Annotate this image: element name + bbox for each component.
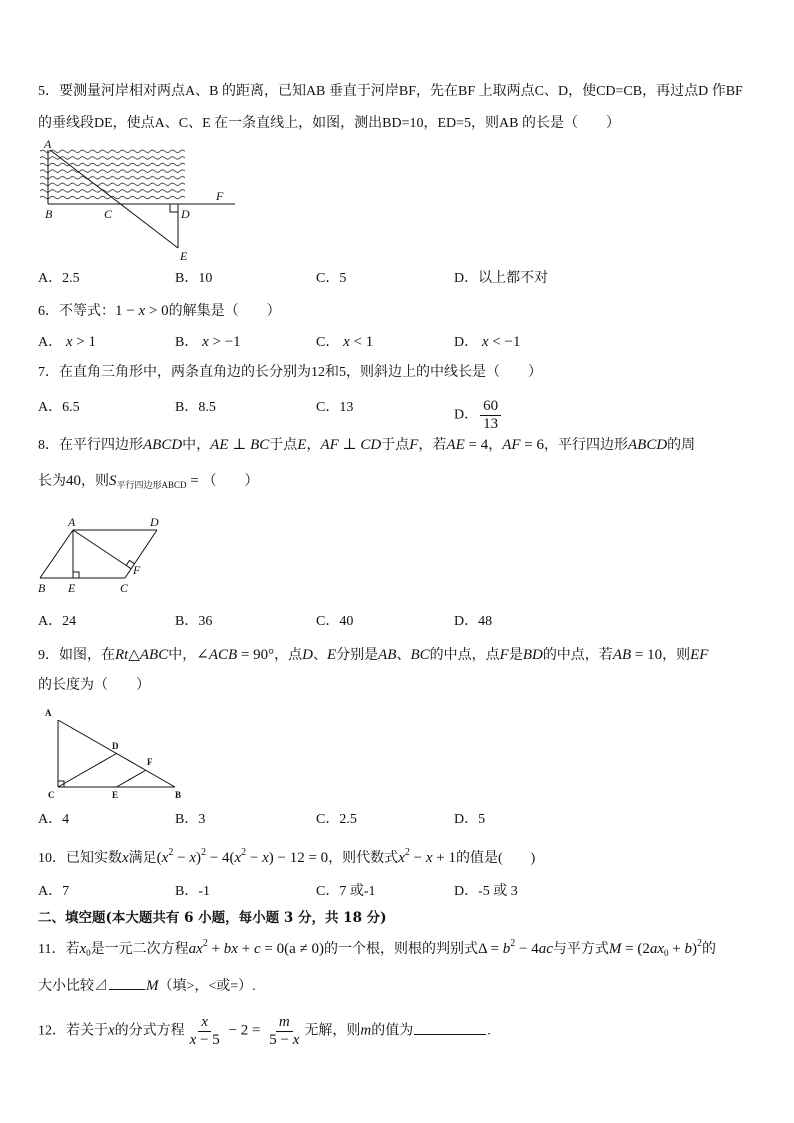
q7-option-a	[38, 399, 80, 417]
math-variable: F	[409, 437, 419, 453]
math-variable: AE	[446, 437, 465, 453]
text-run: 于点	[269, 438, 298, 453]
math-symbols: − 5	[196, 1032, 220, 1048]
subscript: 平行四边形ABCD	[116, 480, 187, 490]
label-a: A	[44, 137, 52, 151]
math-variable: x	[425, 850, 433, 866]
label-f: F	[147, 757, 153, 767]
label-a: A	[45, 708, 52, 718]
math-variable: ABCD	[143, 437, 183, 453]
subscript: 0	[86, 948, 91, 958]
answer-blank	[414, 1021, 486, 1035]
text-run: 是	[508, 648, 523, 663]
q10-option-b	[175, 883, 210, 901]
math-variable: x	[122, 850, 129, 866]
math-variable: bx	[223, 941, 238, 957]
math-variable: AB	[378, 647, 397, 663]
text-run: 中，	[182, 438, 211, 453]
math-symbols: = 6	[520, 437, 544, 453]
math-variable: E	[326, 647, 337, 663]
text-run: 11．若	[38, 942, 80, 957]
math-variable: ACB	[208, 647, 238, 663]
text-run: 长为	[38, 474, 66, 489]
math-symbols: = 10	[631, 647, 663, 663]
fraction	[187, 1015, 223, 1048]
math-variable: AF	[320, 437, 339, 453]
math-variable: x	[478, 334, 489, 350]
q6-option-c	[316, 333, 373, 352]
fraction-numerator	[198, 1015, 211, 1032]
math-variable: BC	[410, 647, 430, 663]
math-symbols: Δ =	[477, 941, 503, 957]
side-ab	[40, 530, 73, 578]
text-run: C．2.5	[316, 812, 357, 827]
text-run: D．-5 或 3	[454, 884, 518, 899]
math-variable: m	[360, 1022, 372, 1039]
q6-option-a	[38, 333, 96, 352]
math-symbols: 1 −	[115, 303, 139, 319]
q8-stem-line-1	[38, 436, 695, 455]
math-variable: AF	[502, 437, 521, 453]
q11-stem-line-2	[38, 976, 256, 996]
text-run: B．36	[175, 614, 213, 629]
q5-option-d	[454, 270, 548, 288]
text-run: 8．在平行四边形	[38, 438, 143, 453]
text-run: 的周	[667, 438, 696, 453]
text-run: 的长度为（ ）	[38, 678, 150, 693]
text-run: C．40	[316, 614, 354, 629]
math-variable: x	[161, 850, 169, 866]
river-waves	[40, 148, 185, 201]
math-variable: Rt	[115, 647, 129, 663]
q6-stem-line-1	[38, 302, 281, 321]
math-symbols: − 4	[515, 941, 539, 957]
superscript: 2	[510, 938, 516, 949]
text-run: D．	[454, 335, 479, 350]
math-symbols: > −1	[208, 334, 241, 350]
text-run: A．	[38, 335, 63, 350]
text-run: ，点	[274, 648, 303, 663]
fraction	[480, 399, 501, 432]
label-f: F	[133, 563, 141, 577]
text-run: ，则代数式	[328, 851, 399, 866]
math-symbols: (	[156, 850, 162, 866]
text-run: 是一元二次方程	[90, 942, 189, 957]
text-run: （填>，<或=）.	[158, 979, 256, 994]
text-run: 满足	[128, 851, 157, 866]
fraction-numerator	[276, 1015, 293, 1032]
math-variable: x	[62, 334, 73, 350]
q6-option-d	[454, 333, 520, 352]
math-symbols: −	[409, 850, 426, 866]
text-run: 无解，则	[304, 1023, 361, 1039]
text-run: B．-1	[175, 884, 210, 899]
q8-option-d	[454, 613, 492, 631]
math-symbols: 40	[66, 473, 81, 489]
math-variable: x	[138, 303, 146, 319]
section-heading-fill-in: 二、填空题(本大题共有 6 小题，每小题 3 分，共 18 分)	[38, 910, 387, 926]
label-f: F	[216, 189, 224, 203]
text-run: B．10	[175, 271, 213, 286]
math-symbols: ⊥	[228, 437, 251, 453]
text-run: D．48	[454, 614, 493, 629]
math-symbols: > 0	[145, 303, 169, 319]
label-b: B	[175, 790, 182, 800]
text-run: 于点	[381, 438, 410, 453]
text-run: A．24	[38, 614, 77, 629]
math-variable: x	[292, 1032, 300, 1048]
math-symbols: +	[207, 941, 224, 957]
label-d: D	[112, 741, 119, 751]
text-run: 的值是( )	[455, 851, 536, 866]
text-run: 大小比较⊿	[38, 979, 108, 994]
segment-ef	[117, 770, 146, 787]
math-variable: ac	[538, 941, 553, 957]
height-af	[73, 530, 131, 569]
subscript: 0	[664, 948, 669, 958]
math-variable: BD	[522, 647, 543, 663]
math-symbols: +	[237, 941, 254, 957]
q5-stem-line-1	[38, 83, 743, 101]
q8-option-a	[38, 613, 76, 631]
math-variable: x	[189, 850, 196, 866]
q8-stem-line-2	[38, 472, 258, 491]
text-run: ，若	[418, 438, 447, 453]
math-variable: ABCD	[628, 437, 668, 453]
math-variable: D	[302, 647, 313, 663]
superscript: 2	[241, 847, 247, 858]
text-run: 5．要测量河岸相对两点A、B 的距离，已知AB 垂直于河岸BF，先在BF 上取两点C、D，使CD=CB，再过点D 作BF	[38, 84, 743, 99]
math-variable: AB	[612, 647, 632, 663]
q8-option-c	[316, 613, 353, 631]
q10-stem-line-1	[38, 849, 535, 868]
text-run: A．6.5	[38, 400, 80, 415]
q9-option-d	[454, 811, 485, 829]
text-run: ，则	[662, 648, 691, 663]
q8-option-b	[175, 613, 212, 631]
math-variable: CD	[360, 437, 382, 453]
fraction-denominator	[187, 1032, 223, 1048]
label-b: B	[38, 581, 46, 595]
label-c: C	[120, 581, 129, 595]
math-symbols: =	[186, 473, 203, 489]
text-run: .	[487, 1023, 491, 1039]
math-variable: AE	[210, 437, 229, 453]
text-run: 6．不等式：	[38, 304, 115, 319]
math-symbols: = 4	[464, 437, 489, 453]
math-variable: m	[278, 1014, 290, 1030]
q10-option-a	[38, 883, 69, 901]
math-variable: S	[109, 473, 117, 489]
label-e: E	[68, 581, 76, 595]
q12-stem-line-1	[38, 1015, 491, 1048]
math-variable: ax	[649, 941, 665, 957]
math-variable: x	[398, 850, 405, 866]
q6-option-b	[175, 333, 241, 352]
label-b: B	[45, 207, 53, 221]
fraction	[266, 1015, 302, 1048]
river-figure	[38, 138, 243, 263]
label-e: E	[180, 249, 188, 263]
math-variable: b	[502, 941, 511, 957]
math-variable: x	[234, 850, 242, 866]
text-run: C．13	[316, 400, 354, 415]
math-variable: b	[684, 941, 692, 957]
math-variable: M	[146, 978, 159, 994]
math-symbols: 60	[483, 398, 499, 414]
math-variable: x	[108, 1022, 115, 1039]
math-variable: EF	[690, 647, 709, 663]
right-angle-mark-e	[73, 572, 79, 578]
segment-cd	[58, 754, 117, 788]
math-symbols: = 90°	[237, 647, 275, 663]
math-variable: E	[297, 437, 307, 453]
math-symbols: )	[195, 850, 201, 866]
q7-option-b	[175, 399, 216, 417]
q7-option-d	[454, 399, 503, 432]
math-variable: x	[198, 334, 209, 350]
math-variable: x	[201, 1014, 209, 1030]
math-symbols: △	[128, 647, 140, 663]
text-run: 的	[701, 942, 716, 957]
math-symbols: − 2 =	[224, 1022, 265, 1039]
math-variable: ax	[188, 941, 203, 957]
text-run: ，	[488, 438, 503, 453]
math-variable: c	[253, 941, 261, 957]
side-cd	[125, 530, 157, 578]
text-run: 12．若关于	[38, 1023, 108, 1039]
label-d: D	[181, 207, 190, 221]
text-run: B．8.5	[175, 400, 216, 415]
math-symbols: 13	[483, 416, 499, 432]
math-variable: M	[608, 941, 622, 957]
math-symbols: < −1	[488, 334, 521, 350]
label-a: A	[68, 515, 76, 529]
superscript: 2	[202, 938, 208, 949]
fraction-denominator	[266, 1032, 302, 1048]
math-symbols: )	[691, 941, 697, 957]
text-run: D．以上都不对	[454, 271, 549, 286]
parallelogram-figure	[35, 512, 170, 598]
text-run: A．7	[38, 884, 70, 899]
text-run: A．4	[38, 812, 70, 827]
text-run: A．2.5	[38, 271, 80, 286]
text-run: 的一个根，则根的判别式	[323, 942, 478, 957]
q9-option-c	[316, 811, 357, 829]
text-run: D．	[454, 407, 479, 423]
math-variable: x	[339, 334, 350, 350]
text-run: B．3	[175, 812, 206, 827]
superscript: 2	[168, 847, 174, 858]
math-variable: F	[499, 647, 509, 663]
text-run: 10．已知实数	[38, 851, 122, 866]
q5-stem-line-2	[38, 115, 620, 133]
math-variable: ABC	[139, 647, 169, 663]
text-run: （ ）	[202, 474, 259, 489]
text-run: 的值为	[371, 1023, 414, 1039]
text-run: B．	[175, 335, 199, 350]
q5-option-a	[38, 270, 80, 288]
q11-stem-line-1	[38, 940, 716, 959]
text-run: 的中点，点	[429, 648, 500, 663]
q10-option-c	[316, 883, 376, 901]
q5-option-b	[175, 270, 212, 288]
math-symbols: > 1	[72, 334, 97, 350]
superscript: 2	[200, 847, 206, 858]
text-run: C．7 或-1	[316, 884, 376, 899]
math-symbols: ⊥	[338, 437, 361, 453]
text-run: 9．如图，在	[38, 648, 115, 663]
text-run: 的分式方程	[114, 1023, 185, 1039]
text-run: 分别是	[336, 648, 379, 663]
math-variable: BC	[250, 437, 270, 453]
text-run: 中，	[168, 648, 197, 663]
superscript: 2	[696, 938, 702, 949]
superscript: 2	[404, 847, 410, 858]
q5-option-c	[316, 270, 346, 288]
math-variable: x	[262, 850, 269, 866]
math-symbols: < 1	[349, 334, 374, 350]
math-symbols: = 0(a ≠ 0)	[260, 941, 324, 957]
q7-option-c	[316, 399, 353, 417]
text-run: ，平行四边形	[544, 438, 628, 453]
text-run: ，	[306, 438, 321, 453]
q7-stem-line-1	[38, 364, 542, 382]
text-run: C．5	[316, 271, 347, 286]
text-run: ，则	[81, 474, 109, 489]
label-d: D	[150, 515, 159, 529]
q9-option-b	[175, 811, 205, 829]
fraction-numerator	[480, 399, 501, 416]
text-run: 的垂线段DE，使点A、C、E 在一条直线上，如图，测出BD=10，ED=5，则AB 的长是（ ）	[38, 116, 621, 131]
math-symbols: = (2	[621, 941, 650, 957]
math-symbols: −	[246, 850, 263, 866]
right-triangle-figure	[42, 706, 192, 801]
text-run: 、	[396, 648, 411, 663]
math-variable: x	[189, 1032, 197, 1048]
text-run: 的解集是（ ）	[168, 304, 281, 319]
q9-stem-line-1	[38, 646, 708, 665]
math-variable: x	[79, 941, 87, 957]
right-angle-mark-d	[170, 204, 178, 212]
math-symbols: −	[173, 850, 190, 866]
math-symbols: 5 −	[269, 1032, 293, 1048]
text-run: D．5	[454, 812, 486, 827]
math-symbols: +	[668, 941, 685, 957]
text-run: 7．在直角三角形中，两条直角边的长分别为12和5，则斜边上的中线长是（ ）	[38, 365, 542, 380]
math-symbols: − 4(	[205, 850, 235, 866]
label-c: C	[48, 790, 55, 800]
text-run: C．	[316, 335, 340, 350]
answer-blank	[109, 976, 145, 990]
text-run: 与平方式	[552, 942, 609, 957]
fraction-denominator	[480, 416, 501, 432]
q9-stem-line-2	[38, 677, 150, 695]
q10-option-d	[454, 883, 518, 901]
text-run: 的中点，若	[542, 648, 613, 663]
math-symbols: ∠	[196, 647, 209, 663]
math-symbols: ) − 12 = 0	[268, 850, 329, 866]
q9-option-a	[38, 811, 69, 829]
text-run: 、	[312, 648, 327, 663]
label-c: C	[104, 207, 113, 221]
math-symbols: + 1	[432, 850, 456, 866]
label-e: E	[112, 790, 119, 800]
